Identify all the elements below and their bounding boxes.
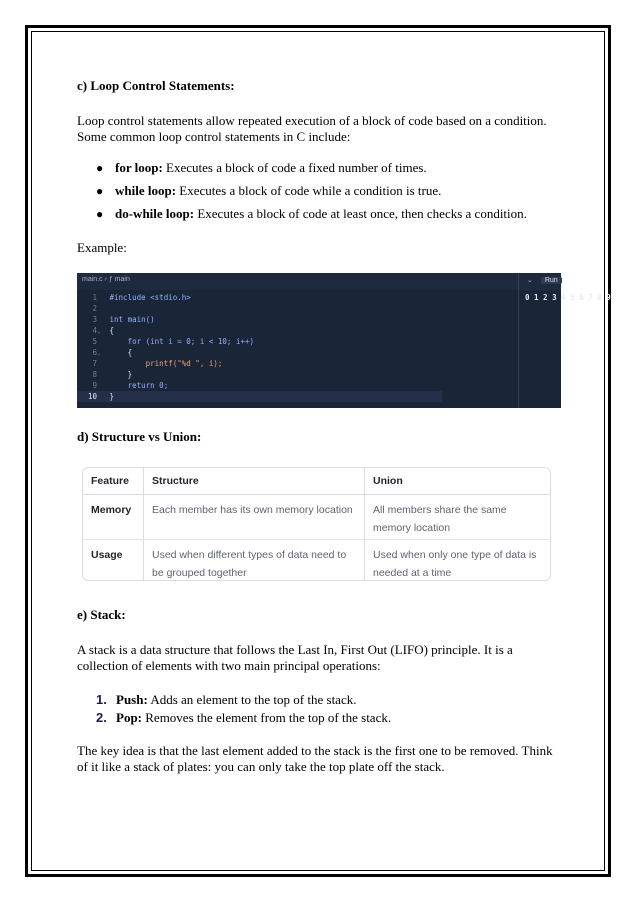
- op-desc: Adds an element to the top of the stack.: [147, 692, 357, 707]
- table-header-row: [83, 468, 550, 495]
- column-header: Structure: [144, 468, 365, 495]
- editor-tab-bar: [77, 273, 561, 290]
- section-heading-stack: e) Stack:: [77, 607, 126, 622]
- stack-intro: A stack is a data structure that follows the Last In, First Out (LIFO) principle. It is a collection of elements with two main principal operations:: [77, 642, 513, 673]
- op-term: Pop:: [116, 710, 142, 725]
- bullet-term: while loop:: [115, 183, 177, 198]
- fold-chevron-icon: ⌄: [97, 328, 101, 335]
- code-line: 6⌄ {: [92, 348, 133, 357]
- code-line: 4⌄ {: [92, 326, 115, 335]
- stack-op-pop: [96, 710, 391, 726]
- code-line: 3 int main(): [92, 315, 155, 324]
- bullet-term: do-while loop:: [115, 206, 195, 221]
- op-desc: Removes the element from the top of the stack.: [142, 710, 392, 725]
- code-line: 2: [92, 304, 97, 313]
- code-line-active: 10 }: [77, 391, 442, 402]
- bullet-desc: Executes a block of code at least once, then checks a condition.: [194, 206, 527, 221]
- run-button[interactable]: Run: [541, 277, 562, 284]
- bullet-term: for loop:: [115, 160, 163, 175]
- section-heading-structure-vs-union: d) Structure vs Union:: [77, 429, 202, 444]
- column-header: Feature: [83, 468, 144, 495]
- code-line: 1 #include <stdio.h>: [92, 293, 191, 302]
- list-number: 1.: [96, 692, 107, 707]
- stack-closing: The key idea is that the last element added to the stack is the first one to be removed. Think of it like a stack of plates: you can only take the top plate off the stack.: [77, 743, 553, 774]
- table-row: [83, 495, 550, 540]
- comparison-table: [82, 467, 551, 581]
- loop-control-intro: Loop control statements allow repeated execution of a block of code based on a condition. Some common loop control statements in C include:: [77, 113, 547, 144]
- table-row: [83, 540, 550, 582]
- bullet-icon: ●: [96, 184, 104, 198]
- code-editor-panel: [77, 273, 611, 408]
- code-line: 8 }: [92, 370, 133, 379]
- fold-chevron-icon: ⌄: [97, 350, 101, 357]
- code-line: 9 return 0;: [92, 381, 169, 390]
- table-cell: All members share the same memory location: [365, 495, 551, 540]
- code-line: 7 printf("%d ", i);: [92, 359, 223, 368]
- run-bar: [527, 276, 562, 284]
- table-cell: Used when different types of data need to be grouped together: [144, 540, 365, 582]
- table-cell: Memory: [83, 495, 144, 540]
- bullet-icon: ●: [96, 161, 104, 175]
- chevron-down-icon[interactable]: ⌄: [527, 277, 533, 284]
- bullet-icon: ●: [96, 207, 104, 221]
- bullet-desc: Executes a block of code while a condition is true.: [176, 183, 442, 198]
- file-breadcrumb[interactable]: main.c › ƒ main: [82, 276, 130, 283]
- panel-divider: [518, 273, 519, 408]
- stack-op-push: [96, 692, 356, 708]
- list-number: 2.: [96, 710, 107, 725]
- table-cell: Used when only one type of data is needed at a time: [365, 540, 551, 582]
- example-label: Example:: [77, 240, 127, 255]
- section-heading-loop-control: c) Loop Control Statements:: [77, 78, 235, 93]
- program-output: 0 1 2 3 4 5 6 7 8 9: [525, 293, 611, 302]
- table-cell: Each member has its own memory location: [144, 495, 365, 540]
- bullet-desc: Executes a block of code a fixed number of times.: [162, 160, 427, 175]
- op-term: Push:: [116, 692, 148, 707]
- table-cell: Usage: [91, 549, 123, 561]
- column-header: Union: [365, 468, 551, 495]
- code-line: 5 for (int i = 0; i < 10; i++): [92, 337, 255, 346]
